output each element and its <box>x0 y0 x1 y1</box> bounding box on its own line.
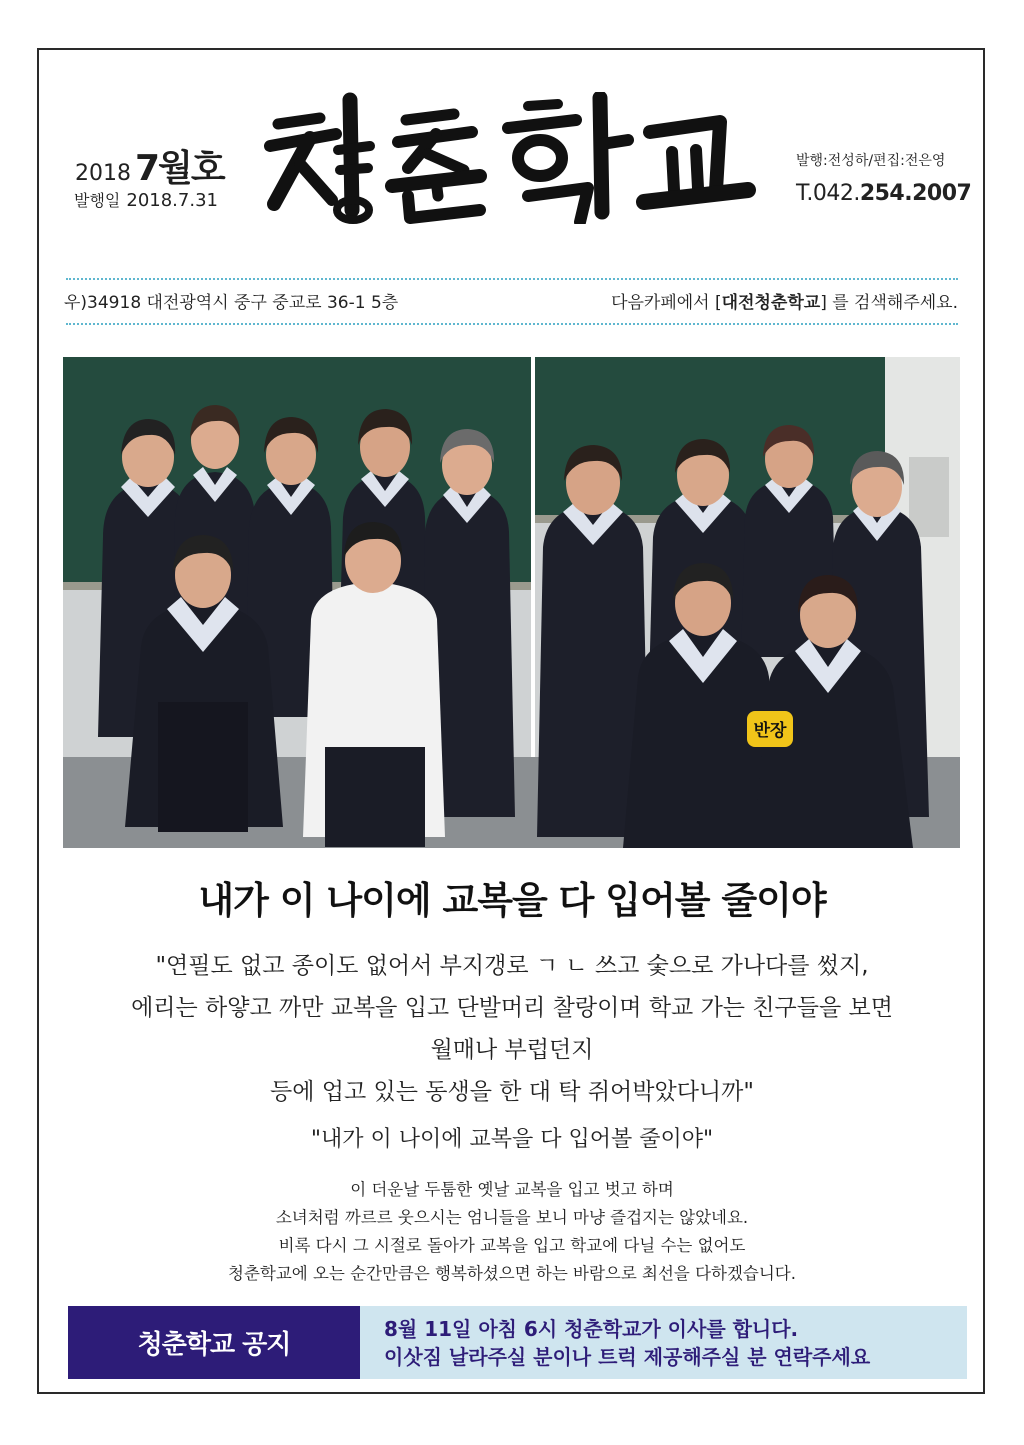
publish-date-label: 발행일 <box>74 191 121 210</box>
address: 우)34918 대전광역시 중구 중교로 36-1 5층 <box>64 293 399 313</box>
notice-line: 이삿짐 날라주실 분이나 트럭 제공해주실 분 연락주세요 <box>384 1345 871 1369</box>
quote-line: "연필도 없고 종이도 없어서 부지갱로 ㄱ ㄴ 쓰고 숯으로 가나다를 썼지, <box>155 953 869 979</box>
masthead-logo <box>258 92 763 224</box>
publish-date <box>74 188 218 211</box>
article-quote <box>0 945 1024 1113</box>
body-line: 비록 다시 그 시절로 돌아가 교복을 입고 학교에 다닐 수는 없어도 <box>278 1236 746 1255</box>
quote-line: 등에 업고 있는 동생을 한 대 탁 쥐어박았다니까" <box>270 1079 754 1105</box>
quote-line: 월매나 부럽던지 <box>430 1037 594 1063</box>
body-line: 청춘학교에 오는 순간만큼은 행복하셨으면 하는 바람으로 최선을 다하겠습니다. <box>228 1264 796 1283</box>
class-leader-armband-icon <box>747 711 793 747</box>
notice-label: 청춘학교 공지 <box>68 1306 360 1379</box>
cafe-name: 대전청춘학교 <box>721 293 821 313</box>
issue-label <box>75 140 224 191</box>
cafe-suffix: ] 를 검색해주세요. <box>820 293 958 313</box>
phone-prefix: T.042. <box>796 181 860 206</box>
group-photo <box>63 357 960 848</box>
cafe-info <box>611 288 958 313</box>
article-subquote: "내가 이 나이에 교복을 다 입어볼 줄이야" <box>310 1127 714 1152</box>
phone-number <box>796 181 971 206</box>
divider-top <box>66 278 958 280</box>
body-line: 소녀처럼 까르르 웃으시는 엄니들을 보니 마냥 즐겁지는 않았네요. <box>275 1208 749 1227</box>
body-line: 이 더운날 두툼한 옛날 교복을 입고 벗고 하며 <box>350 1180 674 1199</box>
notice-line: 8월 11일 아침 6시 청춘학교가 이사를 합니다. <box>384 1317 799 1341</box>
phone-main: 254.2007 <box>859 181 972 206</box>
divider-bottom <box>66 323 958 325</box>
armband-text: 반장 <box>753 721 787 741</box>
cafe-prefix: 다음카페에서 [ <box>611 293 722 313</box>
notice-body <box>360 1306 967 1379</box>
article-headline: 내가 이 나이에 교복을 다 입어볼 줄이야 <box>198 879 826 922</box>
issue-year: 2018 <box>75 161 131 186</box>
publisher-info: 발행:전성하/편집:전은영 <box>796 153 946 169</box>
publish-date-value: 2018.7.31 <box>126 190 218 211</box>
quote-line: 에리는 하얗고 까만 교복을 입고 단발머리 찰랑이며 학교 가는 친구들을 보면 <box>131 995 893 1021</box>
article-body <box>0 1176 1024 1288</box>
issue-month: 7월호 <box>135 148 224 189</box>
